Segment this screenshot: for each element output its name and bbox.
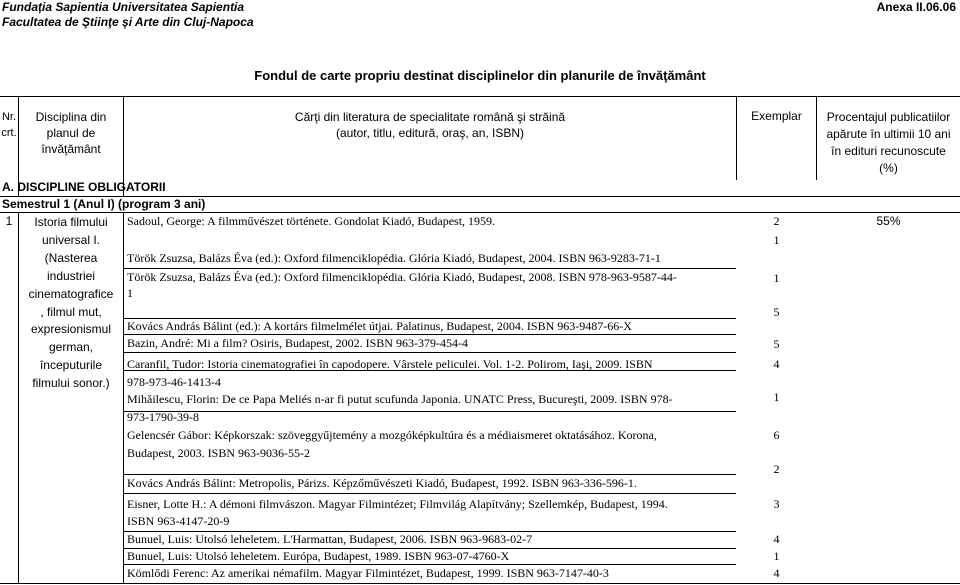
column-header-books: Cărţi din literatura de specialitate română şi străină (autor, titlu, editură, oraş, an, ISBN) <box>294 110 566 140</box>
column-header-nr: Nr. crt. <box>1 111 17 139</box>
column-header-discipline: Disciplina din planul de învăţământ <box>35 110 107 156</box>
annex-label: Anexa II.06.06 <box>876 0 956 14</box>
book-entry: Eisner, Lotte H.: A démoni filmvászon. Magyar Filmintézet; Filmvilág Alapítvány; Szellemkép, Budapest, 1994. ISBN 963-4147-20-9 <box>127 497 668 528</box>
book-copies: 6 <box>773 428 780 442</box>
book-entry: Kovács András Bálint: Metropolis, Párizs. Képzőművészeti Kiadó, Budapest, 1992. ISBN 963-336-596-1. <box>127 476 637 490</box>
book-entry: Caranfil, Tudor: Istoria cinematografiei în capodopere. Vârstele peliculei. Vol. 1-2. Polirom, Iaşi, 2009. ISBN 978-973-46-1413-4 <box>127 357 653 389</box>
column-header-copies: Exemplar <box>751 109 802 123</box>
foundation-name: Fundația Sapientia Universitatea Sapientia <box>2 0 245 14</box>
page-title: Fondul de carte propriu destinat disciplinelor din planurile de învăţământ <box>254 68 706 83</box>
book-copies: 3 <box>773 497 780 511</box>
book-copies: 1 <box>773 549 780 563</box>
book-entry: Gelencsér Gábor: Képkorszak: szöveggyűjtemény a mozgóképkultúra és a médiaismeret oktatásához. Korona, Budapest, 2003. ISBN 963-9036-55-2 <box>127 428 657 460</box>
book-copies: 2 <box>773 462 780 476</box>
book-copies: 5 <box>773 337 780 351</box>
book-copies: 1 <box>773 233 780 247</box>
discipline-name: Istoria filmului universal I. (Nasterea industriei cinematografice , filmul mut, expresionismul german, începuturile filmului sonor.) <box>28 215 114 391</box>
book-copies: 5 <box>773 305 780 319</box>
book-entry: Török Zsuzsa, Balázs Éva (ed.): Oxford filmenciklopédia. Glória Kiadó, Budapest, 2008. ISBN 978-963-9587-44- 1 <box>127 270 677 300</box>
percent-value: 55% <box>876 214 901 228</box>
book-copies: 4 <box>773 532 780 546</box>
institution-header <box>2 0 254 30</box>
book-entry: Török Zsuzsa, Balázs Éva (ed.): Oxford filmenciklopédia. Glória Kiadó, Budapest, 2004. ISBN 963-9283-71-1 <box>127 251 661 265</box>
book-entry: Bunuel, Luis: Utolsó leheletem. Európa, Budapest, 1989. ISBN 963-07-4760-X <box>127 549 510 563</box>
book-copies: 4 <box>773 566 780 580</box>
row-number: 1 <box>5 214 13 228</box>
book-entry: Kovács András Bálint (ed.): A kortárs filmelmélet útjai. Palatinus, Budapest, 2004. ISBN 963-9487-66-X <box>127 319 632 333</box>
book-copies: 1 <box>773 271 780 285</box>
book-entry: Bazin, André: Mi a film? Osiris, Budapest, 2002. ISBN 963-379-454-4 <box>127 336 468 350</box>
book-entry: Mihăilescu, Florin: De ce Papa Meliés n-ar fi putut scufunda Japonia. UNATC Press, Bucureşti, 2009. ISBN 978- 973-1790-39-8 <box>127 392 673 424</box>
book-entry: Sadoul, George: A filmművészet története. Gondolat Kiadó, Budapest, 1959. <box>127 214 496 228</box>
column-header-percent: Procentajul publicatiilor apărute în ultimii 10 ani în edituri recunoscute (%) <box>826 110 951 175</box>
book-copies: 4 <box>773 357 780 371</box>
book-entry: Kömlődi Ferenc: Az amerikai némafilm. Magyar Filmintézet, Budapest, 1999. ISBN 963-7147-40-3 <box>127 566 609 580</box>
section-heading: A. DISCIPLINE OBLIGATORII <box>2 180 166 194</box>
book-entry: Bunuel, Luis: Utolsó leheletem. L'Harmattan, Budapest, 2006. ISBN 963-9683-02-7 <box>127 532 533 546</box>
book-copies: 1 <box>773 390 780 404</box>
book-copies: 2 <box>773 214 780 228</box>
semester-heading: Semestrul 1 (Anul I) (program 3 ani) <box>2 197 206 211</box>
faculty-name: Facultatea de Ştiinţe şi Arte din Cluj-Napoca <box>2 15 254 29</box>
